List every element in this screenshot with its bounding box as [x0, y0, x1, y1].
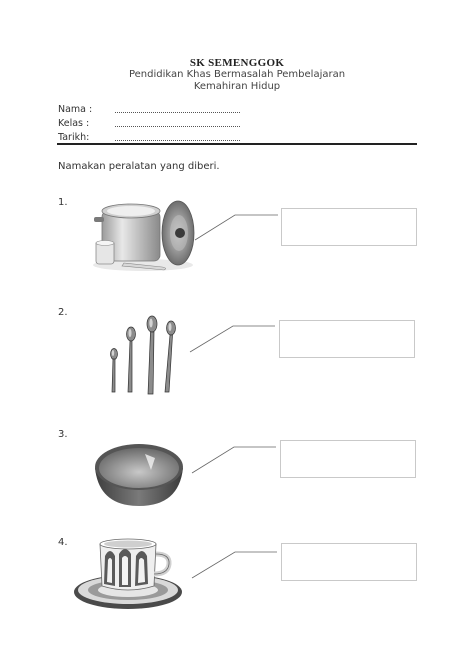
topic-title: Kemahiran Hidup — [193, 81, 281, 92]
question-1-number: 1. — [58, 197, 68, 208]
school-name: SK SEMENGGOK — [189, 57, 285, 69]
question-4-number: 4. — [58, 537, 68, 548]
name-label: Nama : — [58, 104, 93, 115]
instruction-text: Namakan peralatan yang diberi. — [58, 161, 220, 172]
class-label: Kelas : — [58, 118, 90, 129]
date-label: Tarikh: — [58, 132, 90, 143]
question-3-number: 3. — [58, 429, 68, 440]
question-4-answer-box[interactable] — [281, 543, 417, 581]
question-2-number: 2. — [58, 307, 68, 318]
subject-title: Pendidikan Khas Bermasalah Pembelajaran — [128, 69, 346, 80]
